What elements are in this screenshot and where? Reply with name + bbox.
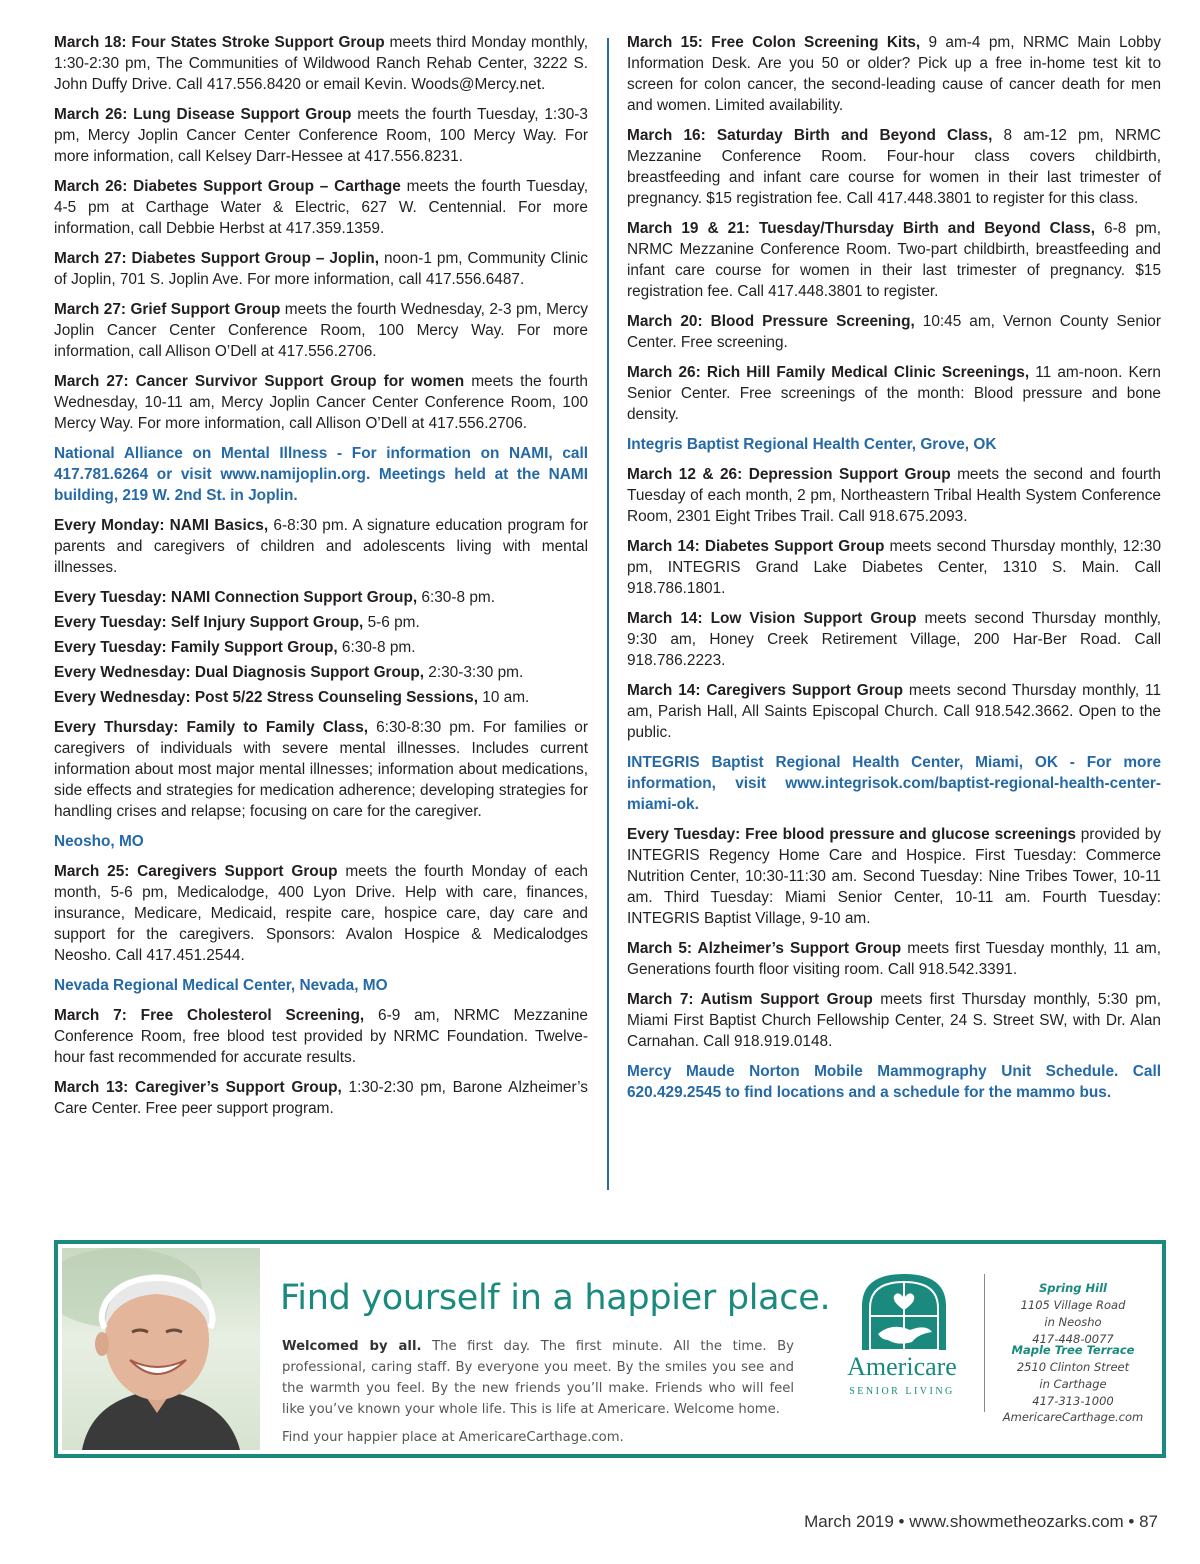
listing-entry: Every Thursday: Family to Family Class, 6:30-8:30 pm. For families or caregivers of individuals with severe mental illnesses. Includes current information about most major mental illnesses; information about medications, side effects and strategies for medication adherence; developing strategies for handling crises and relapse; focusing on care for the caregiver. [54,719,588,820]
location-maple-tree-terrace: Maple Tree Terrace 2510 Clinton Street in Carthage 417-313-1000 [1011,1343,1135,1408]
ad-website-link[interactable]: AmericareCarthage.com [1002,1410,1144,1424]
listing-entry: March 19 & 21: Tuesday/Thursday Birth and Beyond Class, 6-8 pm, NRMC Mezzanine Conference Room. Two-part childbirth, breastfeeding and infant care course for women in their last trimester of pregnancy. $15 registration fee. Call 417.448.3801 to register. [627,220,1161,300]
listing-entry: March 13: Caregiver’s Support Group, 1:30-2:30 pm, Barone Alzheimer’s Care Center. Free peer support program. [54,1079,589,1117]
americare-logo-icon [834,1270,974,1420]
ad-body-text: Welcomed by all. The first day. The first minute. All the time. By professional, caring staff. By everyone you meet. By the smiles you see and the warmth you feel. By the new friends you’ll make. Friends who will feel like you’ve known your whole life. This is life at Americare. Welcome home. [282,1339,794,1417]
section-heading-neosho: Neosho, MO [54,833,144,850]
listing-entry: March 15: Free Colon Screening Kits, 9 am-4 pm, NRMC Main Lobby Information Desk. Are you 50 or older? Pick up a free in-home test kit to screen for colon cancer, the second-leading cause of cancer death for men and women. Limited availability. [627,34,1161,114]
smiling-man-photo [62,1248,260,1450]
listing-entry: Every Tuesday: Free blood pressure and glucose screenings provided by INTEGRIS Regency Home Care and Hospice. First Tuesday: Commerce Nutrition Center, 10:30-11:30 am. Second Tuesday: Nine Tribes Tower, 10-11 am. Third Tuesday: Miami Senior Center, 10-11 am. Fourth Tuesday: INTEGRIS Baptist Village, 9-10 am. [627,826,1161,927]
listing-entry: Every Tuesday: NAMI Connection Support Group, 6:30-8 pm. [54,589,495,606]
listing-entry: March 14: Low Vision Support Group meets second Thursday monthly, 9:30 am, Honey Creek Retirement Village, 200 Har-Ber Road. Call 918.786.2223. [627,610,1162,669]
listing-entry: March 25: Caregivers Support Group meets the fourth Monday of each month, 5-6 pm, Medicalodge, 400 Lyon Drive. Help with care, finances, insurance, Medicare, Medicaid, respite care, hospice care, day care and support for the caregivers. Sponsors: Avalon Hospice & Medicalodges Neosho. Call 417.451.2544. [54,863,588,964]
listing-entry: Every Tuesday: Self Injury Support Group, 5-6 pm. [54,614,420,631]
listing-entry: Every Monday: NAMI Basics, 6-8:30 pm. A signature education program for parents and caregivers of children and adolescents living with mental illnesses. [54,517,589,576]
ad-headline: Find yourself in a happier place. [280,1278,831,1318]
americare-advertisement [54,1240,1166,1458]
listing-entry: March 7: Autism Support Group meets first Thursday monthly, 5:30 pm, Miami First Baptist Church Fellowship Center, 24 S. Street SW, with Dr. Alan Carnahan. Call 918.919.0148. [627,991,1161,1050]
section-heading-mammography: Mercy Maude Norton Mobile Mammography Unit Schedule. Call 620.429.2545 to find locations and a schedule for the mammo bus. [627,1063,1161,1101]
americare-logo-name: Americare [847,1352,957,1381]
listing-entry: Every Tuesday: Family Support Group, 6:30-8 pm. [54,639,416,656]
listing-entry: March 26: Rich Hill Family Medical Clinic Screenings, 11 am-noon. Kern Senior Center. Free screenings of the month: Blood pressure and bone density. [627,364,1161,423]
listing-entry: March 16: Saturday Birth and Beyond Class, 8 am-12 pm, NRMC Mezzanine Conference Room. Four-hour class covers childbirth, breastfeeding and infant care course for women in their last trimester of pregnancy. $15 registration fee. Call 417.448.3801 to register for this class. [627,127,1161,207]
section-heading-miami: INTEGRIS Baptist Regional Health Center, Miami, OK - For more information, visit www.integrisok.com/baptist-regional-health-center-miami-ok. [627,754,1161,813]
listing-entry: March 20: Blood Pressure Screening, 10:45 am, Vernon County Senior Center. Free screening. [627,313,1161,351]
location-spring-hill: Spring Hill 1105 Village Road in Neosho 417-448-0077 [1020,1281,1126,1346]
listing-entry: March 14: Diabetes Support Group meets second Thursday monthly, 12:30 pm, INTEGRIS Grand Lake Diabetes Center, 1310 S. Main. Call 918.786.1801. [627,538,1162,597]
listing-entry: March 5: Alzheimer’s Support Group meets first Tuesday monthly, 11 am, Generations fourth floor visiting room. Call 918.542.3391. [627,940,1161,978]
column-divider [607,38,609,1190]
americare-logo-tagline: SENIOR LIVING [849,1386,955,1397]
right-column [627,32,1161,1112]
left-column [54,32,588,1128]
listing-entry: March 27: Grief Support Group meets the fourth Wednesday, 2-3 pm, Mercy Joplin Cancer Center Conference Room, 100 Mercy Way. For more information, call Allison O’Dell at 417.556.2706. [54,301,588,360]
listing-entry: Every Wednesday: Dual Diagnosis Support Group, 2:30-3:30 pm. [54,664,524,681]
listing-entry: Every Wednesday: Post 5/22 Stress Counseling Sessions, 10 am. [54,689,530,706]
listing-entry: March 27: Diabetes Support Group – Joplin, noon-1 pm, Community Clinic of Joplin, 701 S. Joplin Ave. For more information, call 417.556.6487. [54,250,589,288]
page-footer: March 2019 • www.showmetheozarks.com • 87 [804,1512,1158,1531]
listing-entry: March 14: Caregivers Support Group meets second Thursday monthly, 11 am, Parish Hall, All Saints Episcopal Church. Call 918.542.3662. Open to the public. [627,682,1162,741]
listing-entry: March 12 & 26: Depression Support Group meets the second and fourth Tuesday of each month, 2 pm, Northeastern Tribal Health System Conference Room, 2301 Eight Tribes Trail. Call 918.675.2093. [627,466,1161,525]
ad-call-to-action: Find your happier place at AmericareCarthage.com. [282,1430,624,1445]
listing-entry: March 18: Four States Stroke Support Group meets third Monday monthly, 1:30-2:30 pm, The Communities of Wildwood Ranch Rehab Center, 3222 S. John Duffy Drive. Call 417.556.8420 or email Kevin. Woods@Mercy.net. [54,34,588,93]
section-heading-nevada: Nevada Regional Medical Center, Nevada, MO [54,977,388,994]
listing-entry: March 27: Cancer Survivor Support Group for women meets the fourth Wednesday, 10-11 am, Mercy Joplin Cancer Center Conference Room, 100 Mercy Way. For more information, call Allison O’Dell at 417.556.2706. [54,373,588,432]
listing-entry: March 7: Free Cholesterol Screening, 6-9 am, NRMC Mezzanine Conference Room, free blood test provided by NRMC Foundation. Twelve-hour fast recommended for accurate results. [54,1007,588,1066]
listing-entry: March 26: Diabetes Support Group – Carthage meets the fourth Tuesday, 4-5 pm at Carthage Water & Electric, 627 W. Centennial. For more information, call Debbie Herbst at 417.359.1359. [54,178,588,237]
listing-entry: March 26: Lung Disease Support Group meets the fourth Tuesday, 1:30-3 pm, Mercy Joplin Cancer Center Conference Room, 100 Mercy Way. For more information, call Kelsey Darr-Hessee at 417.556.8231. [54,106,588,165]
section-heading-grove: Integris Baptist Regional Health Center, Grove, OK [627,436,997,453]
ad-divider [984,1274,985,1412]
section-heading-nami: National Alliance on Mental Illness - For information on NAMI, call 417.781.6264 or visit www.namijoplin.org. Meetings held at the NAMI building, 219 W. 2nd St. in Joplin. [54,445,588,504]
